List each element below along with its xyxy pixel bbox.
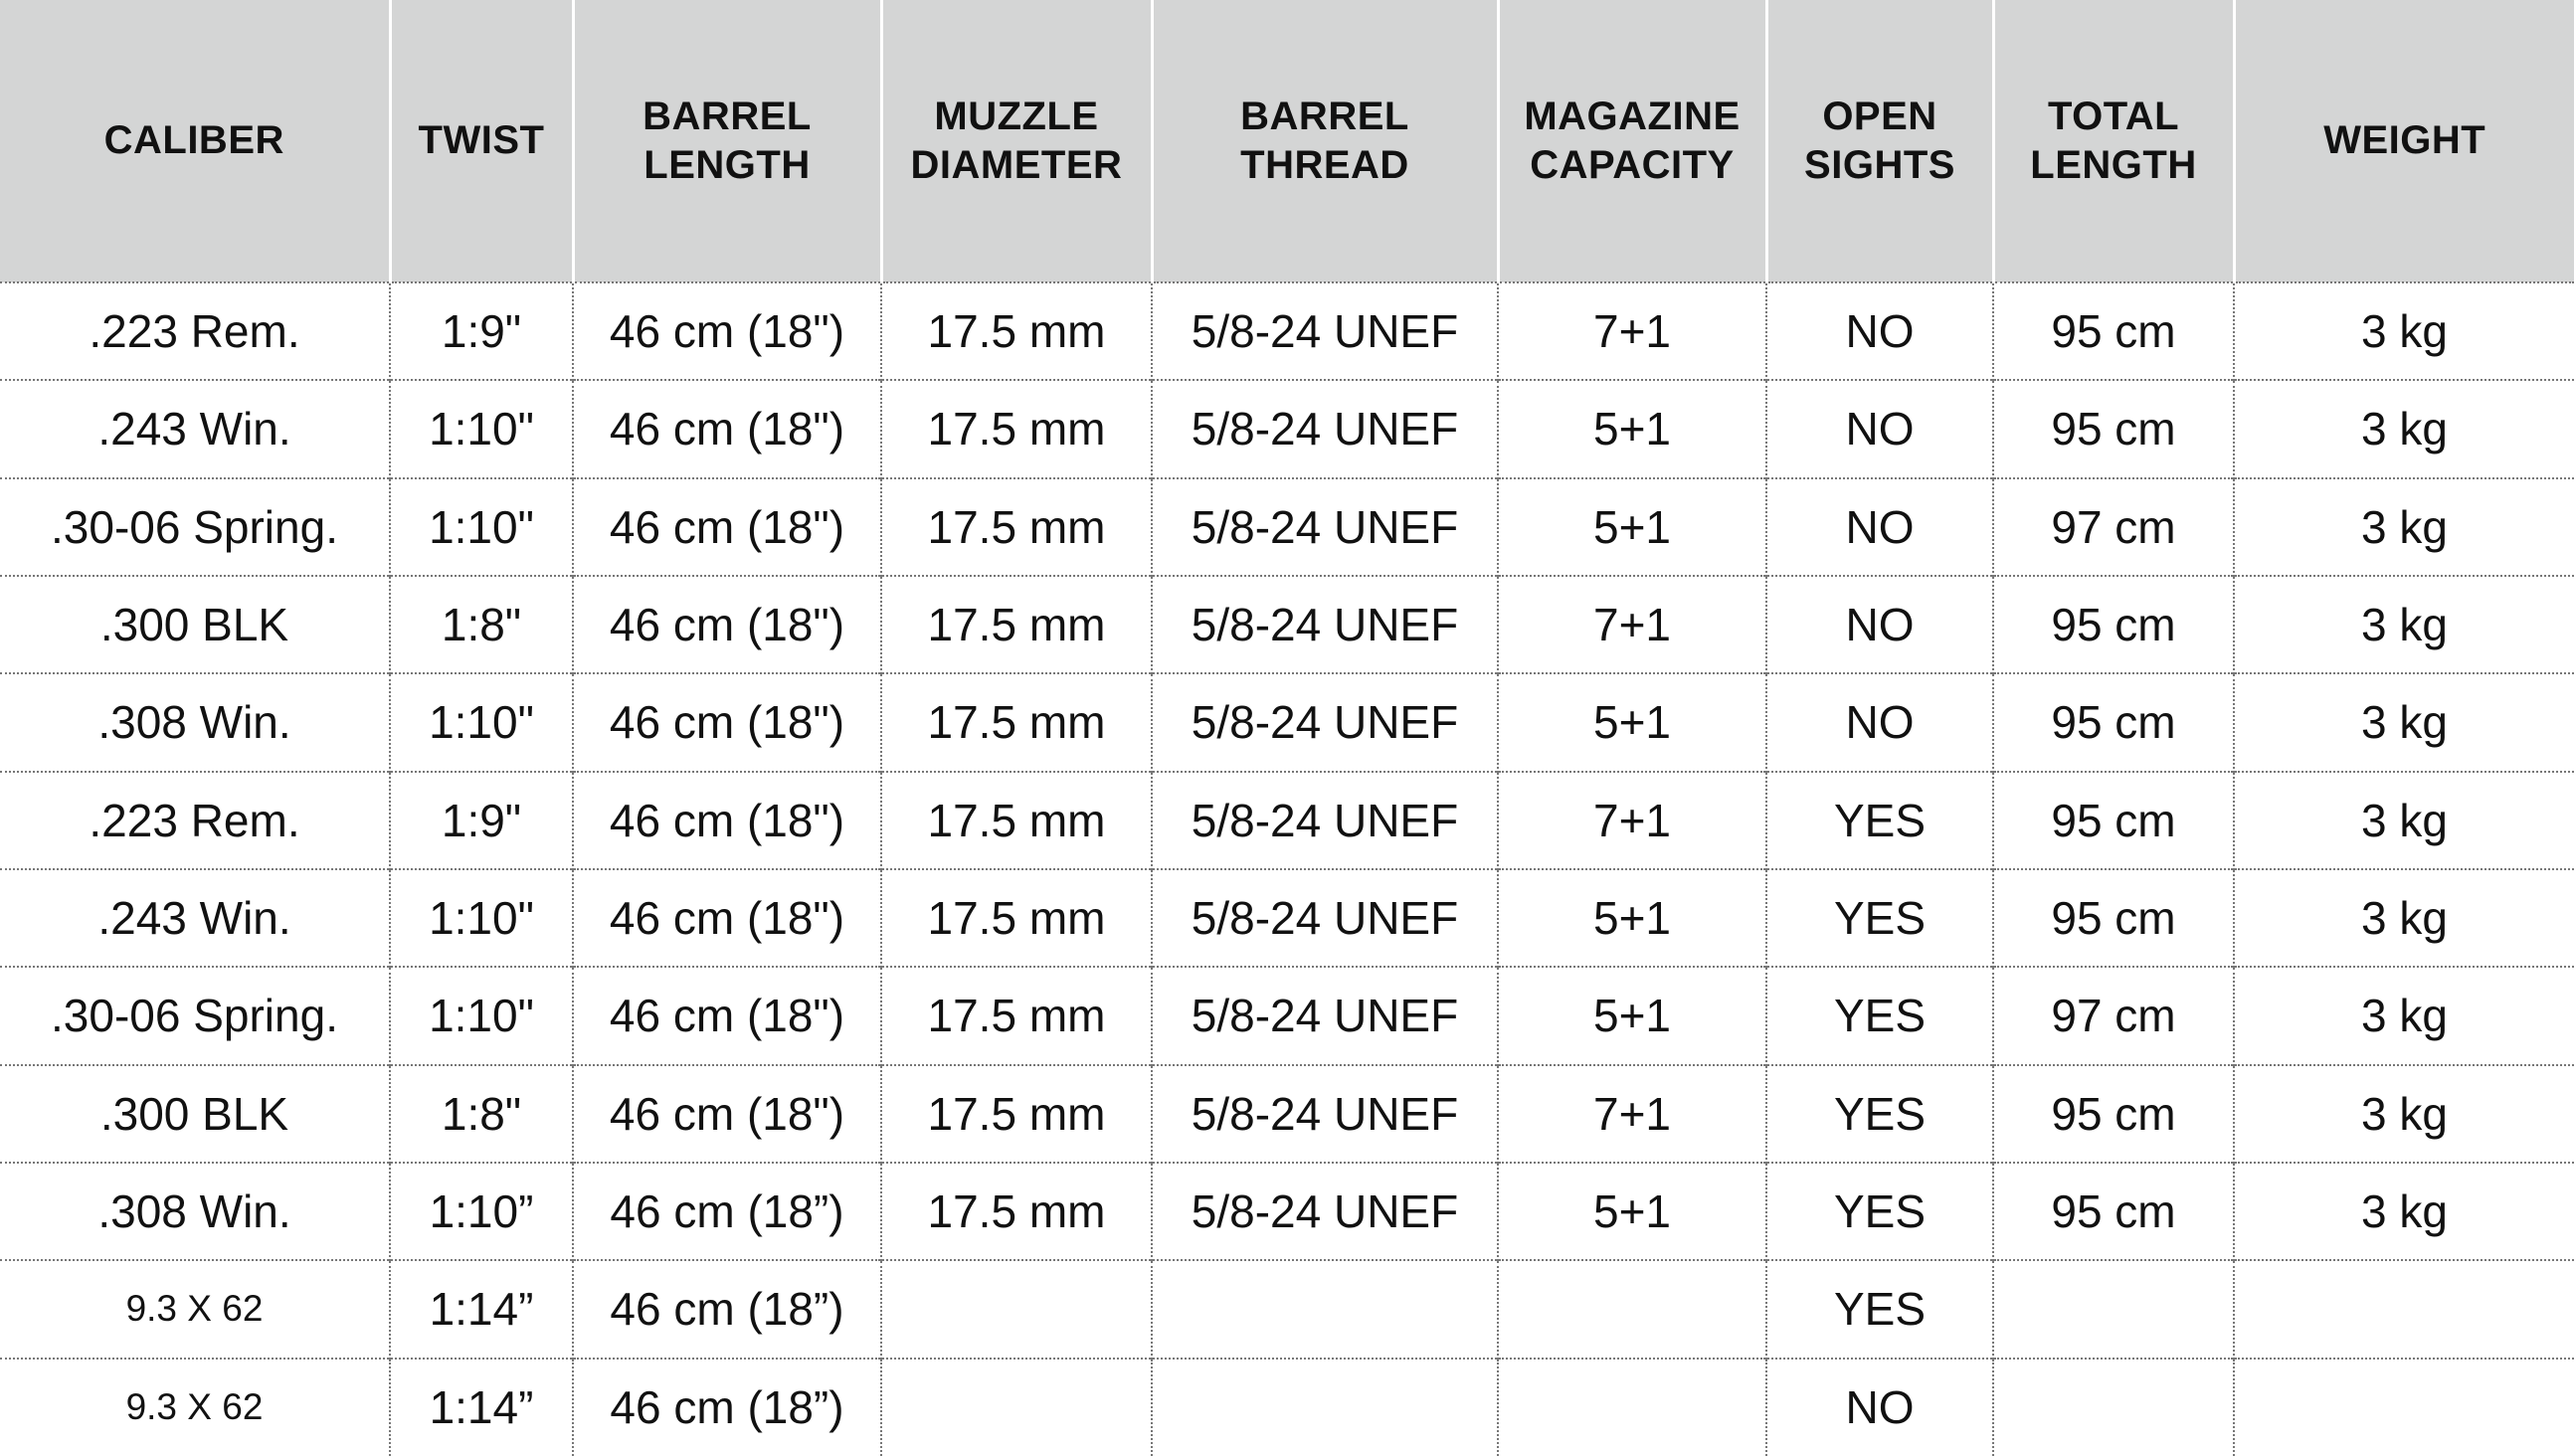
cell-barrel-length: 46 cm (18") [573,869,881,967]
cell-barrel-thread: 5/8-24 UNEF [1152,772,1498,869]
header-row [0,0,2574,282]
cell-open-sights: YES [1766,1065,1993,1163]
cell-muzzle-diameter: 17.5 mm [881,673,1152,771]
cell-magazine-capacity [1498,1359,1766,1456]
cell-weight [2234,1359,2574,1456]
cell-caliber: 9.3 X 62 [0,1359,390,1456]
header-magazine-capacity [1498,0,1766,282]
cell-barrel-thread: 5/8-24 UNEF [1152,673,1498,771]
header-open-sights [1766,0,1993,282]
table-row [0,967,2574,1064]
cell-barrel-length: 46 cm (18") [573,478,881,576]
cell-open-sights: YES [1766,1260,1993,1358]
cell-magazine-capacity: 5+1 [1498,1163,1766,1260]
cell-total-length: 95 cm [1993,1065,2234,1163]
cell-caliber: .223 Rem. [0,772,390,869]
header-weight [2234,0,2574,282]
cell-caliber: .300 BLK [0,576,390,673]
cell-open-sights: NO [1766,576,1993,673]
cell-barrel-thread: 5/8-24 UNEF [1152,576,1498,673]
cell-open-sights: YES [1766,967,1993,1064]
table-row [0,1359,2574,1456]
cell-twist: 1:10" [390,380,573,477]
cell-open-sights: NO [1766,673,1993,771]
cell-barrel-length: 46 cm (18”) [573,1359,881,1456]
header-barrel-thread [1152,0,1498,282]
cell-barrel-thread: 5/8-24 UNEF [1152,1163,1498,1260]
cell-total-length: 95 cm [1993,380,2234,477]
cell-open-sights: NO [1766,478,1993,576]
header-barrel-thread-label: BARREL THREAD [1240,93,1409,187]
header-caliber [0,0,390,282]
header-muzzle-diameter-label: MUZZLE DIAMETER [910,93,1123,187]
cell-total-length: 95 cm [1993,576,2234,673]
cell-weight: 3 kg [2234,1065,2574,1163]
cell-twist: 1:14” [390,1260,573,1358]
cell-magazine-capacity: 5+1 [1498,380,1766,477]
cell-twist: 1:8" [390,1065,573,1163]
cell-total-length [1993,1359,2234,1456]
cell-open-sights: YES [1766,1163,1993,1260]
cell-weight: 3 kg [2234,282,2574,380]
cell-total-length: 95 cm [1993,772,2234,869]
cell-open-sights: NO [1766,282,1993,380]
cell-twist: 1:9" [390,772,573,869]
table-row [0,282,2574,380]
table-body [0,282,2574,1456]
header-barrel-length [573,0,881,282]
cell-open-sights: YES [1766,772,1993,869]
cell-barrel-length: 46 cm (18") [573,380,881,477]
cell-magazine-capacity: 5+1 [1498,967,1766,1064]
cell-total-length: 95 cm [1993,673,2234,771]
table-row [0,1163,2574,1260]
cell-muzzle-diameter: 17.5 mm [881,1163,1152,1260]
header-magazine-capacity-label: MAGAZINE CAPACITY [1524,93,1741,187]
cell-caliber: 9.3 X 62 [0,1260,390,1358]
cell-weight: 3 kg [2234,478,2574,576]
cell-twist: 1:8" [390,576,573,673]
cell-muzzle-diameter: 17.5 mm [881,576,1152,673]
cell-muzzle-diameter: 17.5 mm [881,869,1152,967]
cell-caliber: .243 Win. [0,380,390,477]
cell-total-length: 97 cm [1993,478,2234,576]
cell-barrel-length: 46 cm (18") [573,967,881,1064]
cell-weight: 3 kg [2234,673,2574,771]
cell-magazine-capacity: 5+1 [1498,673,1766,771]
cell-muzzle-diameter: 17.5 mm [881,1065,1152,1163]
header-twist [390,0,573,282]
cell-caliber: .30-06 Spring. [0,967,390,1064]
cell-muzzle-diameter: 17.5 mm [881,967,1152,1064]
header-barrel-length-label: BARREL LENGTH [643,93,812,187]
table-row [0,673,2574,771]
table-row [0,380,2574,477]
cell-twist: 1:9" [390,282,573,380]
cell-barrel-length: 46 cm (18") [573,576,881,673]
cell-barrel-length: 46 cm (18”) [573,1163,881,1260]
cell-barrel-thread: 5/8-24 UNEF [1152,380,1498,477]
cell-barrel-thread [1152,1359,1498,1456]
cell-total-length: 97 cm [1993,967,2234,1064]
cell-muzzle-diameter [881,1359,1152,1456]
header-open-sights-label: OPEN SIGHTS [1804,93,1955,187]
cell-weight: 3 kg [2234,576,2574,673]
table-row [0,576,2574,673]
cell-magazine-capacity: 5+1 [1498,478,1766,576]
cell-total-length: 95 cm [1993,282,2234,380]
cell-magazine-capacity: 7+1 [1498,772,1766,869]
cell-twist: 1:10" [390,673,573,771]
cell-weight: 3 kg [2234,869,2574,967]
cell-muzzle-diameter: 17.5 mm [881,772,1152,869]
table-row [0,1260,2574,1358]
cell-barrel-length: 46 cm (18”) [573,1260,881,1358]
cell-open-sights: YES [1766,869,1993,967]
table-row [0,478,2574,576]
cell-open-sights: NO [1766,380,1993,477]
cell-caliber: .243 Win. [0,869,390,967]
cell-twist: 1:10" [390,478,573,576]
table-row [0,869,2574,967]
cell-barrel-length: 46 cm (18") [573,772,881,869]
cell-weight: 3 kg [2234,772,2574,869]
cell-barrel-thread: 5/8-24 UNEF [1152,282,1498,380]
cell-barrel-length: 46 cm (18") [573,673,881,771]
cell-total-length: 95 cm [1993,1163,2234,1260]
header-twist-label: TWIST [418,118,545,162]
cell-muzzle-diameter: 17.5 mm [881,282,1152,380]
cell-barrel-thread: 5/8-24 UNEF [1152,478,1498,576]
header-caliber-label: CALIBER [103,118,284,162]
header-total-length [1993,0,2234,282]
cell-twist: 1:10" [390,869,573,967]
cell-barrel-thread: 5/8-24 UNEF [1152,967,1498,1064]
cell-caliber: .223 Rem. [0,282,390,380]
cell-magazine-capacity: 7+1 [1498,282,1766,380]
cell-muzzle-diameter: 17.5 mm [881,478,1152,576]
cell-magazine-capacity: 7+1 [1498,576,1766,673]
cell-muzzle-diameter: 17.5 mm [881,380,1152,477]
header-total-length-label: TOTAL LENGTH [2030,93,2197,187]
cell-total-length: 95 cm [1993,869,2234,967]
cell-weight: 3 kg [2234,1163,2574,1260]
cell-open-sights: NO [1766,1359,1993,1456]
cell-twist: 1:10” [390,1163,573,1260]
cell-weight [2234,1260,2574,1358]
cell-caliber: .308 Win. [0,1163,390,1260]
table-row [0,1065,2574,1163]
cell-barrel-length: 46 cm (18") [573,282,881,380]
cell-caliber: .30-06 Spring. [0,478,390,576]
cell-caliber: .300 BLK [0,1065,390,1163]
cell-muzzle-diameter [881,1260,1152,1358]
cell-magazine-capacity: 7+1 [1498,1065,1766,1163]
cell-barrel-thread: 5/8-24 UNEF [1152,1065,1498,1163]
cell-magazine-capacity [1498,1260,1766,1358]
cell-twist: 1:14” [390,1359,573,1456]
cell-caliber: .308 Win. [0,673,390,771]
header-weight-label: WEIGHT [2323,118,2486,162]
cell-barrel-thread: 5/8-24 UNEF [1152,869,1498,967]
cell-total-length [1993,1260,2234,1358]
table-row [0,772,2574,869]
cell-weight: 3 kg [2234,967,2574,1064]
cell-barrel-thread [1152,1260,1498,1358]
cell-twist: 1:10" [390,967,573,1064]
header-muzzle-diameter [881,0,1152,282]
cell-weight: 3 kg [2234,380,2574,477]
cell-magazine-capacity: 5+1 [1498,869,1766,967]
cell-barrel-length: 46 cm (18") [573,1065,881,1163]
